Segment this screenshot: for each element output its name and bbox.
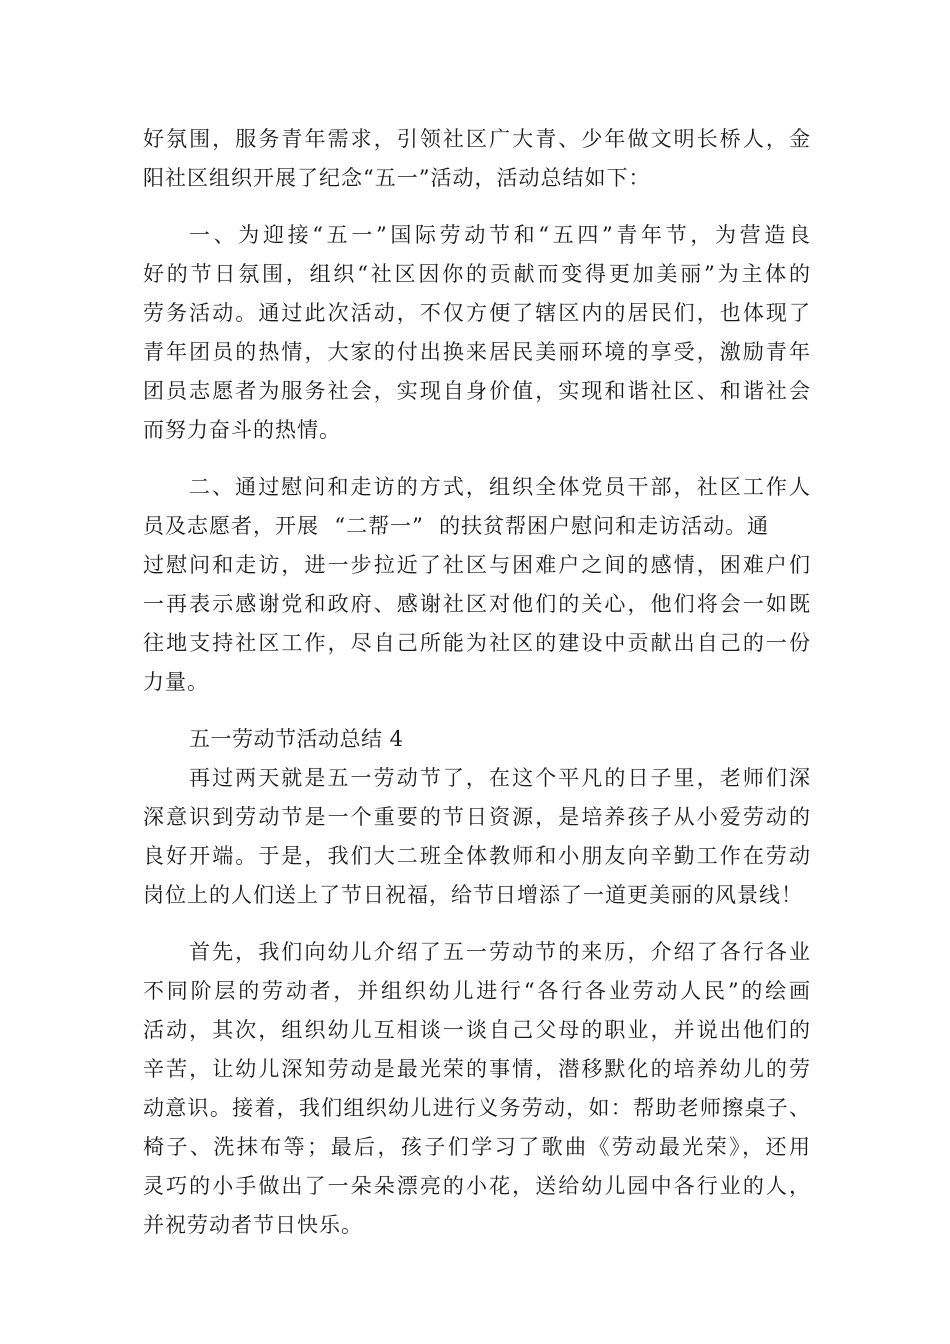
text-line: 再过两天就是五一劳动节了，在这个平凡的日子里，老师们深 [189, 766, 811, 790]
intro-paragraph [143, 120, 811, 198]
paragraph-4b [143, 933, 811, 1245]
text-line: 好的节日氛围，组织“社区因你的贡献而变得更加美丽”为主体的 [143, 262, 811, 286]
text-line: 员及志愿者，开展 “二帮一” 的扶贫帮困户慰问和走访活动。通 [143, 514, 770, 538]
section-heading: 五一劳动节活动总结 4 [189, 727, 404, 751]
text-line: 过慰问和走访，进一步拉近了社区与困难户之间的感情，困难户们 [143, 553, 811, 577]
text-line: 好氛围，服务青年需求，引领社区广大青、少年做文明长桥人，金 [143, 127, 811, 151]
text-line: 青年团员的热情，大家的付出换来居民美丽环境的享受，激励青年 [143, 340, 811, 364]
text-line: 往地支持社区工作，尽自己所能为社区的建设中贡献出自己的一份 [143, 631, 811, 655]
paragraph-4a [143, 759, 811, 915]
document-body [143, 120, 811, 1245]
text-line: 阳社区组织开展了纪念“五一”活动，活动总结如下： [143, 166, 651, 190]
section-one-paragraph [143, 216, 811, 450]
text-line: 一、为迎接“五一”国际劳动节和“五四”青年节，为营造良 [189, 223, 811, 247]
text-line: 岗位上的人们送上了节日祝福，给节日增添了一道更美丽的风景线！ [143, 883, 803, 907]
text-line: 椅子、洗抹布等；最后，孩子们学习了歌曲《劳动最光荣》，还用 [143, 1135, 811, 1159]
text-line: 动意识。接着，我们组织幼儿进行义务劳动，如：帮助老师擦桌子、 [143, 1096, 811, 1120]
text-line: 灵巧的小手做出了一朵朵漂亮的小花，送给幼儿园中各行业的人， [143, 1174, 811, 1198]
text-line: 力量。 [143, 670, 209, 694]
text-line: 二、通过慰问和走访的方式，组织全体党员干部，社区工作人 [189, 475, 811, 499]
text-line: 活动，其次，组织幼儿互相谈一谈自己父母的职业，并说出他们的 [143, 1018, 811, 1042]
text-line: 一再表示感谢党和政府、感谢社区对他们的关心，他们将会一如既 [143, 592, 811, 616]
text-line: 不同阶层的劳动者，并组织幼儿进行“各行各业劳动人民”的绘画 [143, 979, 811, 1003]
text-line: 首先，我们向幼儿介绍了五一劳动节的来历，介绍了各行各业 [189, 940, 811, 964]
section-two-paragraph [143, 468, 811, 702]
text-line: 并祝劳动者节日快乐。 [143, 1213, 363, 1237]
text-line: 辛苦，让幼儿深知劳动是最光荣的事情，潜移默化的培养幼儿的劳 [143, 1057, 811, 1081]
text-line: 深意识到劳动节是一个重要的节日资源，是培养孩子从小爱劳动的 [143, 805, 811, 829]
text-line: 良好开端。于是，我们大二班全体教师和小朋友向辛勤工作在劳动 [143, 844, 811, 868]
text-line: 而努力奋斗的热情。 [143, 418, 341, 442]
text-line: 劳务活动。通过此次活动，不仅方便了辖区内的居民们，也体现了 [143, 301, 811, 325]
text-line: 团员志愿者为服务社会，实现自身价值，实现和谐社区、和谐社会 [143, 379, 811, 403]
